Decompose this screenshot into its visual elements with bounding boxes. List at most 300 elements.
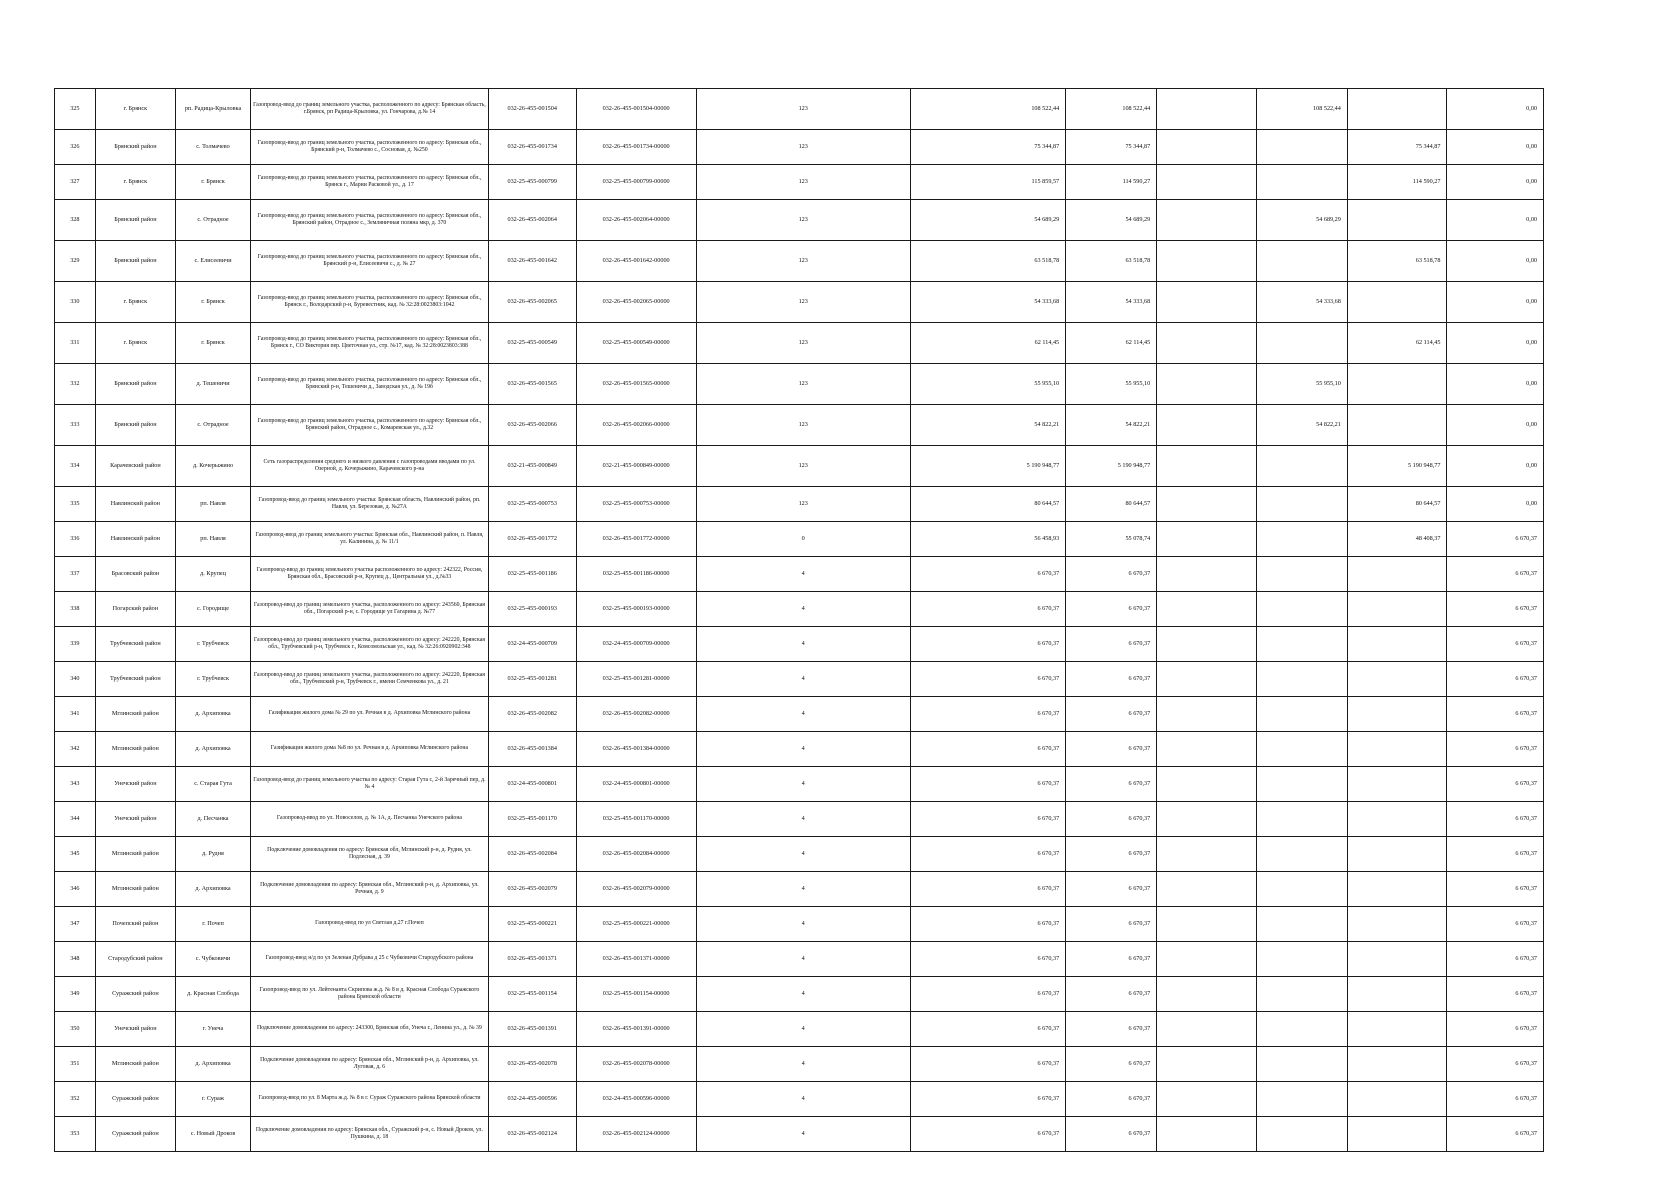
object-description: Газопровод-ввод до границ земельного участка по адресу: Старая Гута с, 2-й Заречный пер, д. № 4: [251, 767, 489, 802]
table-row: [55, 802, 1544, 837]
object-code-full: 032-26-455-001391-00000: [576, 1012, 696, 1047]
amount-col-6-cell: 75 344,87: [1347, 130, 1447, 165]
amount-col-5-cell: [1256, 802, 1347, 837]
amount-col-5-cell: [1256, 872, 1347, 907]
amount-col-4-cell: [1157, 557, 1257, 592]
amount-col-6-cell: [1347, 364, 1447, 405]
category-cell: 4: [696, 1012, 910, 1047]
amount-paid-cell: 63 518,78: [1066, 241, 1157, 282]
locality-cell: г. Трубчевск: [176, 627, 251, 662]
object-description: Газопровод-ввод до границ земельного участка расположенного по адресу: 242322, Россия, Брянская обл., Брасовский р-н, Крупец д., Центральная ул., д.№33: [251, 557, 489, 592]
object-description: Газопровод-ввод н/д по ул Зеленая Дубрава д 25 с Чубковичи Стародубского района: [251, 942, 489, 977]
amount-total-cell: 6 670,37: [910, 837, 1065, 872]
category-cell: 4: [696, 697, 910, 732]
amount-col-4-cell: [1157, 89, 1257, 130]
amount-col-5-cell: 54 689,29: [1256, 200, 1347, 241]
category-cell: 0: [696, 522, 910, 557]
row-number: 347: [55, 907, 96, 942]
locality-cell: г. Сураж: [176, 1082, 251, 1117]
category-cell: 123: [696, 89, 910, 130]
district-cell: Навлинский район: [95, 522, 175, 557]
object-code: 032-26-455-001772: [488, 522, 576, 557]
object-code: 032-26-455-001642: [488, 241, 576, 282]
amount-total-cell: 6 670,37: [910, 557, 1065, 592]
row-number: 335: [55, 487, 96, 522]
amount-total-cell: 54 689,29: [910, 200, 1065, 241]
row-number: 329: [55, 241, 96, 282]
row-number: 348: [55, 942, 96, 977]
table-row: [55, 89, 1544, 130]
category-cell: 123: [696, 282, 910, 323]
object-code-full: 032-26-455-002084-00000: [576, 837, 696, 872]
row-number: 353: [55, 1117, 96, 1152]
locality-cell: с. Толмачево: [176, 130, 251, 165]
amount-col-5-cell: [1256, 662, 1347, 697]
row-number: 332: [55, 364, 96, 405]
category-cell: 123: [696, 165, 910, 200]
amount-total-cell: 54 333,68: [910, 282, 1065, 323]
object-description: Газопровод-ввод до границ земельного участка, расположенного по адресу: Брянская обл., Брянск г., СО Виктория пер. Цветочная ул., стр. №17, кад. № 32:28:0023803:388: [251, 323, 489, 364]
amount-total-cell: 6 670,37: [910, 592, 1065, 627]
amount-paid-cell: 114 590,27: [1066, 165, 1157, 200]
amount-col-4-cell: [1157, 241, 1257, 282]
amount-col-6-cell: [1347, 1012, 1447, 1047]
district-cell: Унечский район: [95, 767, 175, 802]
amount-col-5-cell: [1256, 522, 1347, 557]
amount-paid-cell: 55 078,74: [1066, 522, 1157, 557]
amount-col-6-cell: [1347, 697, 1447, 732]
object-code-full: 032-24-455-000709-00000: [576, 627, 696, 662]
amount-paid-cell: 6 670,37: [1066, 942, 1157, 977]
amount-paid-cell: 5 190 948,77: [1066, 446, 1157, 487]
row-number: 349: [55, 977, 96, 1012]
amount-remainder-cell: 6 670,37: [1447, 557, 1544, 592]
amount-total-cell: 6 670,37: [910, 907, 1065, 942]
amount-remainder-cell: 6 670,37: [1447, 1117, 1544, 1152]
amount-remainder-cell: 0,00: [1447, 282, 1544, 323]
amount-col-4-cell: [1157, 1082, 1257, 1117]
amount-col-6-cell: 48 408,37: [1347, 522, 1447, 557]
category-cell: 4: [696, 592, 910, 627]
amount-paid-cell: 6 670,37: [1066, 592, 1157, 627]
table-row: [55, 592, 1544, 627]
row-number: 336: [55, 522, 96, 557]
object-code-full: 032-25-455-000799-00000: [576, 165, 696, 200]
object-code-full: 032-24-455-000596-00000: [576, 1082, 696, 1117]
object-description: Газопровод-ввод до границ земельного участка, расположенного по адресу: Брянская обл., Брянский р-н, Тешеничи д., Заводская ул., д. № 19б: [251, 364, 489, 405]
amount-total-cell: 108 522,44: [910, 89, 1065, 130]
object-code: 032-26-455-002079: [488, 872, 576, 907]
locality-cell: с. Городище: [176, 592, 251, 627]
amount-col-4-cell: [1157, 282, 1257, 323]
row-number: 333: [55, 405, 96, 446]
object-code: 032-26-455-001565: [488, 364, 576, 405]
amount-col-5-cell: 54 822,21: [1256, 405, 1347, 446]
amount-col-5-cell: [1256, 1082, 1347, 1117]
locality-cell: д. Рудня: [176, 837, 251, 872]
table-row: [55, 977, 1544, 1012]
category-cell: 4: [696, 837, 910, 872]
object-code: 032-25-455-001281: [488, 662, 576, 697]
table-row: [55, 405, 1544, 446]
amount-col-5-cell: [1256, 977, 1347, 1012]
locality-cell: г. Унеча: [176, 1012, 251, 1047]
table-row: [55, 767, 1544, 802]
object-description: Газопровод-ввод до границ земельного участка, расположенного по адресу: 242220, Брянская обл., Трубчевский р-н, Трубчевск г., Комсомольская ул., кад. № 32:26:0920902:348: [251, 627, 489, 662]
category-cell: 4: [696, 767, 910, 802]
amount-col-6-cell: [1347, 872, 1447, 907]
amount-col-6-cell: [1347, 1117, 1447, 1152]
object-code: 032-26-455-002064: [488, 200, 576, 241]
amount-total-cell: 63 518,78: [910, 241, 1065, 282]
locality-cell: г. Брянск: [176, 282, 251, 323]
locality-cell: д. Песчанка: [176, 802, 251, 837]
table-row: [55, 732, 1544, 767]
object-code-full: 032-26-455-002082-00000: [576, 697, 696, 732]
object-description: Газопровод-ввод до границ земельного участка, расположенного по адресу: 242220, Брянская обл., Трубчевский р-н, Трубчевск г., имени Семченкова ул., д. 21: [251, 662, 489, 697]
amount-col-6-cell: [1347, 282, 1447, 323]
table-row: [55, 942, 1544, 977]
object-description: Газопровод-ввод до границ земельного участка, расположенного по адресу: Брянская обл., Брянск г., Марии Расковой ул., д. 17: [251, 165, 489, 200]
amount-col-5-cell: 54 333,68: [1256, 282, 1347, 323]
district-cell: Погарский район: [95, 592, 175, 627]
table-row: [55, 907, 1544, 942]
object-code-full: 032-26-455-001371-00000: [576, 942, 696, 977]
row-number: 342: [55, 732, 96, 767]
object-code-full: 032-26-455-001772-00000: [576, 522, 696, 557]
object-code: 032-24-455-000709: [488, 627, 576, 662]
object-code-full: 032-26-455-001642-00000: [576, 241, 696, 282]
amount-col-4-cell: [1157, 592, 1257, 627]
object-description: Газопровод-ввод до границ земельного участка, расположенного по адресу: Брянская обл., Брянск г., Володарский р-н, Буревестник, кад. № 32:28:0023803:1042: [251, 282, 489, 323]
amount-paid-cell: 54 822,21: [1066, 405, 1157, 446]
amount-col-6-cell: [1347, 907, 1447, 942]
amount-paid-cell: 75 344,87: [1066, 130, 1157, 165]
object-code: 032-24-455-000801: [488, 767, 576, 802]
row-number: 334: [55, 446, 96, 487]
category-cell: 4: [696, 872, 910, 907]
amount-total-cell: 6 670,37: [910, 872, 1065, 907]
amount-remainder-cell: 6 670,37: [1447, 627, 1544, 662]
district-cell: Почепский район: [95, 907, 175, 942]
amount-total-cell: 6 670,37: [910, 1082, 1065, 1117]
amount-total-cell: 6 670,37: [910, 697, 1065, 732]
amount-paid-cell: 6 670,37: [1066, 627, 1157, 662]
object-code-full: 032-26-455-002066-00000: [576, 405, 696, 446]
object-description: Газопровод-ввод по ул. Новоселов, д. № 1А, д. Песчанка Унечского района: [251, 802, 489, 837]
amount-remainder-cell: 0,00: [1447, 487, 1544, 522]
object-code-full: 032-25-455-000193-00000: [576, 592, 696, 627]
amount-remainder-cell: 0,00: [1447, 446, 1544, 487]
object-description: Подключение домовладения по адресу: Брянская обл., Суражский р-н, с. Новый Дроков, ул. Пушкина, д. 18: [251, 1117, 489, 1152]
amount-remainder-cell: 6 670,37: [1447, 942, 1544, 977]
amount-total-cell: 75 344,87: [910, 130, 1065, 165]
object-description: Газопровод-ввод по ул. 8 Марта ж.д. № 8 в г. Сураж Суражского района Брянской области: [251, 1082, 489, 1117]
object-description: Газификация жилого дома № 29 по ул. Речная в д. Архиповка Мглинского района: [251, 697, 489, 732]
object-code: 032-26-455-002084: [488, 837, 576, 872]
district-cell: Брасовский район: [95, 557, 175, 592]
district-cell: Унечский район: [95, 802, 175, 837]
category-cell: 4: [696, 627, 910, 662]
district-cell: Трубчевский район: [95, 662, 175, 697]
object-code-full: 032-26-455-001734-00000: [576, 130, 696, 165]
object-code: 032-25-455-001186: [488, 557, 576, 592]
category-cell: 123: [696, 200, 910, 241]
amount-col-5-cell: [1256, 627, 1347, 662]
object-code: 032-26-455-001504: [488, 89, 576, 130]
amount-col-6-cell: 80 644,57: [1347, 487, 1447, 522]
object-description: Газопровод-ввод до границ земельного участка, расположенного по адресу: 243560, Брянская обл., Погарский р-н, с. Городище ул Гагарина д. №77: [251, 592, 489, 627]
category-cell: 123: [696, 405, 910, 446]
table-row: [55, 1117, 1544, 1152]
amount-remainder-cell: 6 670,37: [1447, 662, 1544, 697]
amount-remainder-cell: 6 670,37: [1447, 837, 1544, 872]
amount-col-5-cell: [1256, 1047, 1347, 1082]
object-description: Газопровод-ввод до границ земельного участка: Брянская область, Навлинский район, рп. Навля, ул. Березовая, д. №27А: [251, 487, 489, 522]
amount-col-5-cell: [1256, 767, 1347, 802]
district-cell: Брянский район: [95, 405, 175, 446]
amount-paid-cell: 54 333,68: [1066, 282, 1157, 323]
amount-col-4-cell: [1157, 446, 1257, 487]
amount-total-cell: 55 955,10: [910, 364, 1065, 405]
amount-col-4-cell: [1157, 977, 1257, 1012]
amount-col-6-cell: 62 114,45: [1347, 323, 1447, 364]
table-row: [55, 323, 1544, 364]
category-cell: 4: [696, 557, 910, 592]
amount-paid-cell: 6 670,37: [1066, 1012, 1157, 1047]
district-cell: Карачевский район: [95, 446, 175, 487]
object-description: Подключение домовладения по адресу: Брянская обл, Мглинский р-н, д. Рудня, ул. Подлесная, д. 39: [251, 837, 489, 872]
amount-remainder-cell: 6 670,37: [1447, 872, 1544, 907]
amount-remainder-cell: 6 670,37: [1447, 1047, 1544, 1082]
locality-cell: г. Брянск: [176, 165, 251, 200]
amount-col-5-cell: [1256, 323, 1347, 364]
row-number: 352: [55, 1082, 96, 1117]
amount-col-5-cell: [1256, 557, 1347, 592]
category-cell: 123: [696, 446, 910, 487]
locality-cell: д. Архиповка: [176, 697, 251, 732]
amount-remainder-cell: 0,00: [1447, 130, 1544, 165]
amount-total-cell: 6 670,37: [910, 977, 1065, 1012]
object-code-full: 032-26-455-001565-00000: [576, 364, 696, 405]
category-cell: 123: [696, 323, 910, 364]
amount-remainder-cell: 6 670,37: [1447, 592, 1544, 627]
amount-col-4-cell: [1157, 697, 1257, 732]
amount-paid-cell: 6 670,37: [1066, 1117, 1157, 1152]
amount-total-cell: 6 670,37: [910, 767, 1065, 802]
amount-total-cell: 6 670,37: [910, 1117, 1065, 1152]
district-cell: Брянский район: [95, 200, 175, 241]
amount-col-4-cell: [1157, 405, 1257, 446]
amount-col-6-cell: [1347, 942, 1447, 977]
row-number: 331: [55, 323, 96, 364]
amount-col-4-cell: [1157, 323, 1257, 364]
amount-col-4-cell: [1157, 200, 1257, 241]
object-code-full: 032-26-455-002078-00000: [576, 1047, 696, 1082]
amount-col-5-cell: [1256, 1012, 1347, 1047]
amount-remainder-cell: 6 670,37: [1447, 977, 1544, 1012]
amount-paid-cell: 6 670,37: [1066, 662, 1157, 697]
amount-total-cell: 6 670,37: [910, 1047, 1065, 1082]
amount-col-6-cell: 63 518,78: [1347, 241, 1447, 282]
object-code: 032-25-455-000221: [488, 907, 576, 942]
amount-total-cell: 5 190 948,77: [910, 446, 1065, 487]
amount-col-4-cell: [1157, 165, 1257, 200]
object-description: Газопровод-ввод до границ земельного участка, расположенного по адресу: Брянская обл., Брянский р-н, Толмачево с., Сосновая, д. №250: [251, 130, 489, 165]
amount-total-cell: 115 859,57: [910, 165, 1065, 200]
amount-paid-cell: 6 670,37: [1066, 1047, 1157, 1082]
amount-paid-cell: 108 522,44: [1066, 89, 1157, 130]
row-number: 337: [55, 557, 96, 592]
table-row: [55, 872, 1544, 907]
amount-col-5-cell: [1256, 165, 1347, 200]
amount-remainder-cell: 0,00: [1447, 89, 1544, 130]
district-cell: г. Брянск: [95, 89, 175, 130]
amount-remainder-cell: 0,00: [1447, 323, 1544, 364]
amount-col-4-cell: [1157, 1012, 1257, 1047]
category-cell: 4: [696, 1082, 910, 1117]
amount-col-4-cell: [1157, 767, 1257, 802]
locality-cell: с. Новый Дроков: [176, 1117, 251, 1152]
amount-col-5-cell: [1256, 907, 1347, 942]
object-code: 032-25-455-000753: [488, 487, 576, 522]
amount-col-6-cell: [1347, 89, 1447, 130]
table-row: [55, 1082, 1544, 1117]
locality-cell: д. Архиповка: [176, 732, 251, 767]
locality-cell: с. Чубковичи: [176, 942, 251, 977]
table-row: [55, 662, 1544, 697]
amount-col-6-cell: [1347, 662, 1447, 697]
row-number: 346: [55, 872, 96, 907]
locality-cell: с. Отрадное: [176, 405, 251, 446]
amount-col-5-cell: [1256, 487, 1347, 522]
amount-remainder-cell: 0,00: [1447, 405, 1544, 446]
table-row: [55, 557, 1544, 592]
amount-remainder-cell: 0,00: [1447, 241, 1544, 282]
row-number: 330: [55, 282, 96, 323]
object-code-full: 032-25-455-001154-00000: [576, 977, 696, 1012]
amount-remainder-cell: 6 670,37: [1447, 1012, 1544, 1047]
object-code-full: 032-26-455-002124-00000: [576, 1117, 696, 1152]
amount-col-5-cell: 55 955,10: [1256, 364, 1347, 405]
category-cell: 123: [696, 364, 910, 405]
table-row: [55, 130, 1544, 165]
object-code: 032-21-455-000849: [488, 446, 576, 487]
category-cell: 123: [696, 130, 910, 165]
amount-remainder-cell: 0,00: [1447, 165, 1544, 200]
object-code: 032-26-455-002082: [488, 697, 576, 732]
amount-col-6-cell: [1347, 405, 1447, 446]
district-cell: Унечский район: [95, 1012, 175, 1047]
amount-paid-cell: 6 670,37: [1066, 767, 1157, 802]
amount-col-6-cell: [1347, 767, 1447, 802]
object-description: Газопровод-ввод до границ земельного участка, расположенного по адресу: Брянская обл., Брянский район, Отрадное с., Земляничная поляна мкр, д. 370: [251, 200, 489, 241]
object-code-full: 032-26-455-002064-00000: [576, 200, 696, 241]
amount-total-cell: 6 670,37: [910, 732, 1065, 767]
amount-col-4-cell: [1157, 522, 1257, 557]
category-cell: 4: [696, 907, 910, 942]
table-row: [55, 697, 1544, 732]
amount-col-6-cell: 114 590,27: [1347, 165, 1447, 200]
district-cell: Суражский район: [95, 1082, 175, 1117]
amount-col-6-cell: [1347, 592, 1447, 627]
amount-remainder-cell: 0,00: [1447, 200, 1544, 241]
amount-remainder-cell: 0,00: [1447, 364, 1544, 405]
object-code: 032-26-455-002065: [488, 282, 576, 323]
table-row: [55, 282, 1544, 323]
row-number: 341: [55, 697, 96, 732]
amount-col-4-cell: [1157, 130, 1257, 165]
category-cell: 4: [696, 732, 910, 767]
amount-paid-cell: 6 670,37: [1066, 557, 1157, 592]
object-code-full: 032-25-455-001170-00000: [576, 802, 696, 837]
amount-col-4-cell: [1157, 942, 1257, 977]
category-cell: 123: [696, 487, 910, 522]
locality-cell: д. Кочерыжино: [176, 446, 251, 487]
object-code: 032-25-455-001170: [488, 802, 576, 837]
amount-remainder-cell: 6 670,37: [1447, 907, 1544, 942]
object-code-full: 032-25-455-001186-00000: [576, 557, 696, 592]
object-code-full: 032-25-455-001281-00000: [576, 662, 696, 697]
amount-col-5-cell: [1256, 837, 1347, 872]
category-cell: 4: [696, 977, 910, 1012]
district-cell: Мглинский район: [95, 697, 175, 732]
locality-cell: рп. Радица-Крыловка: [176, 89, 251, 130]
amount-total-cell: 62 114,45: [910, 323, 1065, 364]
amount-col-5-cell: [1256, 732, 1347, 767]
district-cell: Брянский район: [95, 241, 175, 282]
object-description: Газопровод-ввод до границ земельного участка, расположенного по адресу: Брянская область, г.Брянск, рп Радица-Крыловка, ул. Гончарова, д.№ 14: [251, 89, 489, 130]
amount-paid-cell: 54 689,29: [1066, 200, 1157, 241]
amount-col-4-cell: [1157, 802, 1257, 837]
amount-col-6-cell: [1347, 200, 1447, 241]
table-row: [55, 200, 1544, 241]
amount-total-cell: 80 644,57: [910, 487, 1065, 522]
district-cell: Мглинский район: [95, 837, 175, 872]
amount-paid-cell: 6 670,37: [1066, 732, 1157, 767]
row-number: 339: [55, 627, 96, 662]
category-cell: 4: [696, 662, 910, 697]
amount-total-cell: 6 670,37: [910, 662, 1065, 697]
amount-col-6-cell: [1347, 802, 1447, 837]
amount-col-5-cell: [1256, 130, 1347, 165]
amount-col-4-cell: [1157, 872, 1257, 907]
district-cell: Брянский район: [95, 130, 175, 165]
object-description: Газопровод-ввод по ул. Лейтенанта Скрипова ж.д. № 8 в д. Красная Слобода Суражского района Брянской области: [251, 977, 489, 1012]
amount-col-4-cell: [1157, 487, 1257, 522]
amount-col-4-cell: [1157, 837, 1257, 872]
amount-paid-cell: 6 670,37: [1066, 1082, 1157, 1117]
locality-cell: г. Брянск: [176, 323, 251, 364]
amount-col-6-cell: [1347, 977, 1447, 1012]
table-row: [55, 241, 1544, 282]
district-cell: г. Брянск: [95, 165, 175, 200]
amount-col-4-cell: [1157, 1117, 1257, 1152]
object-description: Газопровод-ввод по ул Светлая д.27 г.Почеп: [251, 907, 489, 942]
amount-total-cell: 6 670,37: [910, 1012, 1065, 1047]
table-row: [55, 837, 1544, 872]
amount-col-5-cell: [1256, 592, 1347, 627]
row-number: 345: [55, 837, 96, 872]
object-code-full: 032-26-455-002065-00000: [576, 282, 696, 323]
locality-cell: д. Архиповка: [176, 872, 251, 907]
object-code: 032-26-455-002078: [488, 1047, 576, 1082]
table-row: [55, 446, 1544, 487]
table-row: [55, 627, 1544, 662]
object-code: 032-26-455-001391: [488, 1012, 576, 1047]
object-code: 032-25-455-000799: [488, 165, 576, 200]
district-cell: Мглинский район: [95, 732, 175, 767]
